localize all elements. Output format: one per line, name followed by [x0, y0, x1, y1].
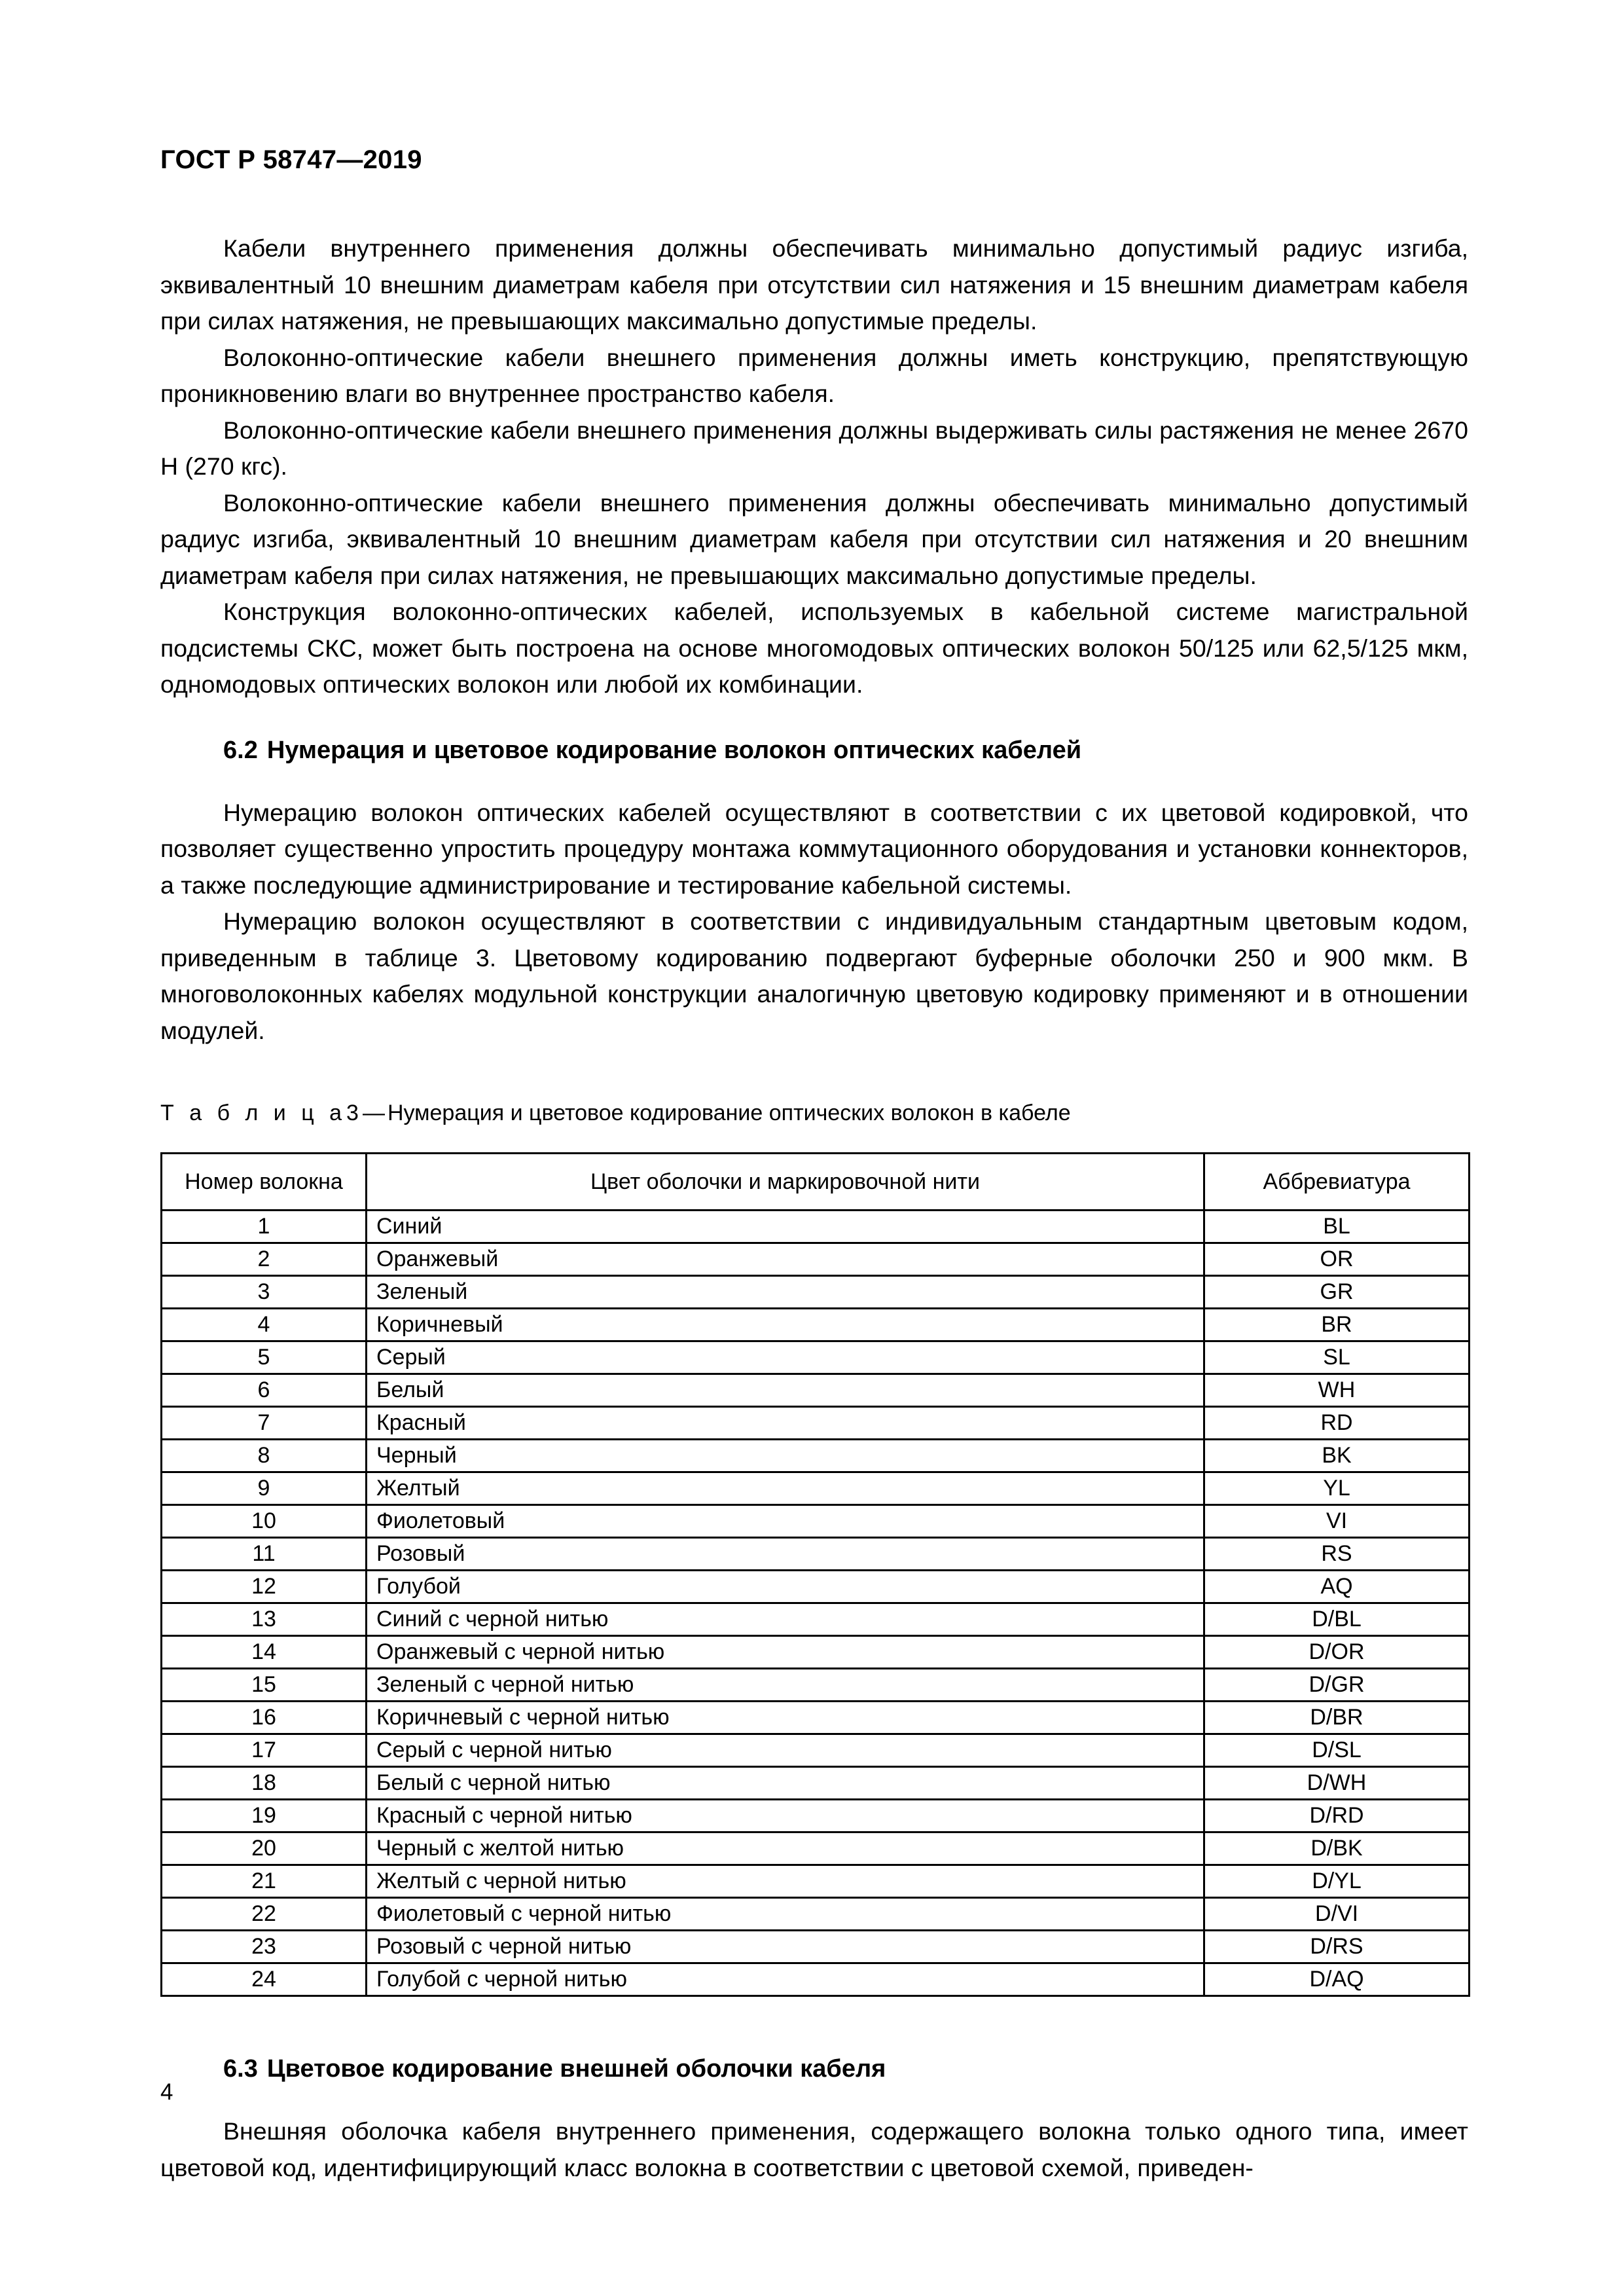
cell-color-description: Оранжевый: [367, 1243, 1204, 1276]
section-title: Цветовое кодирование внешней оболочки кабеля: [266, 2055, 886, 2083]
cell-fiber-number: 12: [162, 1571, 367, 1603]
page-number: 4: [160, 2079, 173, 2105]
table-row: [162, 1407, 1470, 1440]
cell-fiber-number: 18: [162, 1767, 367, 1800]
cell-color-description: Черный: [367, 1440, 1204, 1472]
cell-color-description: Белый с черной нитью: [367, 1767, 1204, 1800]
section-title: Нумерация и цветовое кодирование волокон оптических кабелей: [266, 736, 1082, 764]
spacer: [160, 1049, 1468, 1097]
cell-abbreviation: RD: [1204, 1407, 1470, 1440]
table-row: [162, 1440, 1470, 1472]
cell-color-description: Зеленый: [367, 1276, 1204, 1309]
cell-abbreviation: D/AQ: [1204, 1963, 1470, 1996]
cell-fiber-number: 1: [162, 1211, 367, 1243]
paragraph: Волоконно-оптические кабели внешнего применения должны обеспечивать минимально допустимый радиус изгиба, эквивалентный 10 внешним диаметрам кабеля при отсутствии сил натяжения и 20 внешним диаметрам кабеля при силах натяжения, не превышающих максимально допустимые пределы.: [160, 488, 1468, 589]
cell-abbreviation: D/OR: [1204, 1636, 1470, 1669]
cell-abbreviation: D/BK: [1204, 1832, 1470, 1865]
table-row: [162, 1832, 1470, 1865]
cell-fiber-number: 15: [162, 1669, 367, 1702]
cell-fiber-number: 23: [162, 1931, 367, 1963]
cell-fiber-number: 14: [162, 1636, 367, 1669]
cell-color-description: Серый с черной нитью: [367, 1734, 1204, 1767]
table-row: [162, 1702, 1470, 1734]
cell-fiber-number: 7: [162, 1407, 367, 1440]
paragraph: Кабели внутреннего применения должны обеспечивать минимально допустимый радиус изгиба, эквивалентный 10 внешним диаметрам кабеля при отсутствии сил натяжения и 15 внешним диаметрам кабеля при силах натяжения, не превышающих максимально допустимые пределы.: [160, 234, 1468, 335]
cell-color-description: Серый: [367, 1341, 1204, 1374]
cell-abbreviation: YL: [1204, 1472, 1470, 1505]
cell-color-description: Фиолетовый с черной нитью: [367, 1898, 1204, 1931]
cell-fiber-number: 8: [162, 1440, 367, 1472]
cell-abbreviation: D/WH: [1204, 1767, 1470, 1800]
paragraph: Волоконно-оптические кабели внешнего применения должны иметь конструкцию, препятствующую проникновению влаги во внутреннее пространство кабеля.: [160, 343, 1468, 407]
cell-abbreviation: GR: [1204, 1276, 1470, 1309]
cell-fiber-number: 2: [162, 1243, 367, 1276]
table-row: [162, 1963, 1470, 1996]
table-row: [162, 1636, 1470, 1669]
cell-color-description: Белый: [367, 1374, 1204, 1407]
cell-fiber-number: 20: [162, 1832, 367, 1865]
cell-color-description: Фиолетовый: [367, 1505, 1204, 1538]
table-caption-number: 3: [346, 1101, 359, 1125]
fiber-color-code-table: [160, 1152, 1470, 1997]
table-row: [162, 1898, 1470, 1931]
cell-abbreviation: RS: [1204, 1538, 1470, 1571]
cell-abbreviation: D/RD: [1204, 1800, 1470, 1832]
section-number: 6.3: [223, 2055, 258, 2083]
table-caption: [160, 1097, 1468, 1129]
cell-fiber-number: 16: [162, 1702, 367, 1734]
section-number: 6.2: [223, 736, 258, 764]
table-row: [162, 1472, 1470, 1505]
cell-abbreviation: AQ: [1204, 1571, 1470, 1603]
cell-fiber-number: 19: [162, 1800, 367, 1832]
cell-color-description: Желтый: [367, 1472, 1204, 1505]
cell-fiber-number: 3: [162, 1276, 367, 1309]
table-row: [162, 1505, 1470, 1538]
column-header-fiber-number: Номер волокна: [162, 1154, 367, 1211]
cell-abbreviation: D/VI: [1204, 1898, 1470, 1931]
column-header-color: Цвет оболочки и маркировочной нити: [367, 1154, 1204, 1211]
cell-color-description: Розовый: [367, 1538, 1204, 1571]
table-body: [162, 1211, 1470, 1996]
cell-fiber-number: 6: [162, 1374, 367, 1407]
cell-color-description: Красный с черной нитью: [367, 1800, 1204, 1832]
table-row: [162, 1538, 1470, 1571]
table-row: [162, 1243, 1470, 1276]
paragraph: Конструкция волоконно-оптических кабелей, используемых в кабельной системе магистральной подсистемы СКС, может быть построена на основе многомодовых оптических волокон 50/125 или 62,5/125 мкм, одномодовых оптических волокон или любой их комбинации.: [160, 598, 1468, 698]
cell-fiber-number: 11: [162, 1538, 367, 1571]
cell-color-description: Коричневый: [367, 1309, 1204, 1341]
cell-abbreviation: WH: [1204, 1374, 1470, 1407]
cell-color-description: Синий: [367, 1211, 1204, 1243]
cell-fiber-number: 17: [162, 1734, 367, 1767]
cell-color-description: Желтый с черной нитью: [367, 1865, 1204, 1898]
cell-abbreviation: BL: [1204, 1211, 1470, 1243]
table-row: [162, 1341, 1470, 1374]
table-row: [162, 1374, 1470, 1407]
cell-color-description: Красный: [367, 1407, 1204, 1440]
cell-fiber-number: 9: [162, 1472, 367, 1505]
cell-abbreviation: OR: [1204, 1243, 1470, 1276]
table-row: [162, 1931, 1470, 1963]
spacer: [160, 767, 1468, 795]
cell-fiber-number: 21: [162, 1865, 367, 1898]
table-caption-title: Нумерация и цветовое кодирование оптических волокон в кабеле: [387, 1101, 1071, 1125]
cell-color-description: Коричневый с черной нитью: [367, 1702, 1204, 1734]
page-body: [160, 230, 1468, 2186]
spacer: [160, 2086, 1468, 2113]
table-header-row: [162, 1154, 1470, 1211]
cell-color-description: Голубой с черной нитью: [367, 1963, 1204, 1996]
document-running-header: ГОСТ Р 58747—2019: [160, 145, 422, 174]
cell-abbreviation: D/GR: [1204, 1669, 1470, 1702]
table-row: [162, 1309, 1470, 1341]
cell-color-description: Черный с желтой нитью: [367, 1832, 1204, 1865]
table-caption-dash: —: [362, 1101, 385, 1125]
cell-color-description: Синий с черной нитью: [367, 1603, 1204, 1636]
table-row: [162, 1571, 1470, 1603]
table-row: [162, 1865, 1470, 1898]
paragraph: Нумерацию волокон осуществляют в соответствии с индивидуальным стандартным цветовым кодом, приведенным в таблице 3. Цветовому кодированию подвергают буферные оболочки 250 и 900 мкм. В многоволоконных кабелях модульной конструкции аналогичную цветовую кодировку применяют и в отношении модулей.: [160, 907, 1468, 1044]
table-header: [162, 1154, 1470, 1211]
cell-abbreviation: D/RS: [1204, 1931, 1470, 1963]
cell-abbreviation: BR: [1204, 1309, 1470, 1341]
cell-fiber-number: 24: [162, 1963, 367, 1996]
cell-color-description: Зеленый с черной нитью: [367, 1669, 1204, 1702]
spacer: [160, 1129, 1468, 1152]
section-heading-6-3: [160, 2052, 1468, 2086]
paragraph: Внешняя оболочка кабеля внутреннего применения, содержащего волокна только одного типа, имеет цветовой код, идентифицирующий класс волокна в соответствии с цветовой схемой, приведен-: [160, 2117, 1468, 2181]
section-heading-6-2: [160, 733, 1468, 767]
cell-fiber-number: 10: [162, 1505, 367, 1538]
table-row: [162, 1734, 1470, 1767]
column-header-abbreviation: Аббревиатура: [1204, 1154, 1470, 1211]
cell-abbreviation: BK: [1204, 1440, 1470, 1472]
table-row: [162, 1276, 1470, 1309]
cell-abbreviation: D/SL: [1204, 1734, 1470, 1767]
table-row: [162, 1603, 1470, 1636]
table-row: [162, 1669, 1470, 1702]
cell-abbreviation: D/BL: [1204, 1603, 1470, 1636]
cell-color-description: Оранжевый с черной нитью: [367, 1636, 1204, 1669]
paragraph: Нумерацию волокон оптических кабелей осуществляют в соответствии с их цветовой кодировкой, что позволяет существенно упростить процедуру монтажа коммутационного оборудования и установки коннекторов, а также последующие администрирование и тестирование кабельной системы.: [160, 798, 1468, 899]
cell-abbreviation: D/YL: [1204, 1865, 1470, 1898]
spacer: [160, 703, 1468, 733]
table-row: [162, 1800, 1470, 1832]
cell-fiber-number: 13: [162, 1603, 367, 1636]
cell-abbreviation: SL: [1204, 1341, 1470, 1374]
table-caption-label: Т а б л и ц а: [160, 1101, 347, 1125]
cell-color-description: Розовый с черной нитью: [367, 1931, 1204, 1963]
cell-fiber-number: 5: [162, 1341, 367, 1374]
cell-abbreviation: D/BR: [1204, 1702, 1470, 1734]
paragraph: Волоконно-оптические кабели внешнего применения должны выдерживать силы растяжения не менее 2670 Н (270 кгс).: [160, 416, 1468, 480]
table-row: [162, 1767, 1470, 1800]
table-row: [162, 1211, 1470, 1243]
cell-abbreviation: VI: [1204, 1505, 1470, 1538]
cell-fiber-number: 4: [162, 1309, 367, 1341]
cell-fiber-number: 22: [162, 1898, 367, 1931]
spacer: [160, 1997, 1468, 2052]
cell-color-description: Голубой: [367, 1571, 1204, 1603]
